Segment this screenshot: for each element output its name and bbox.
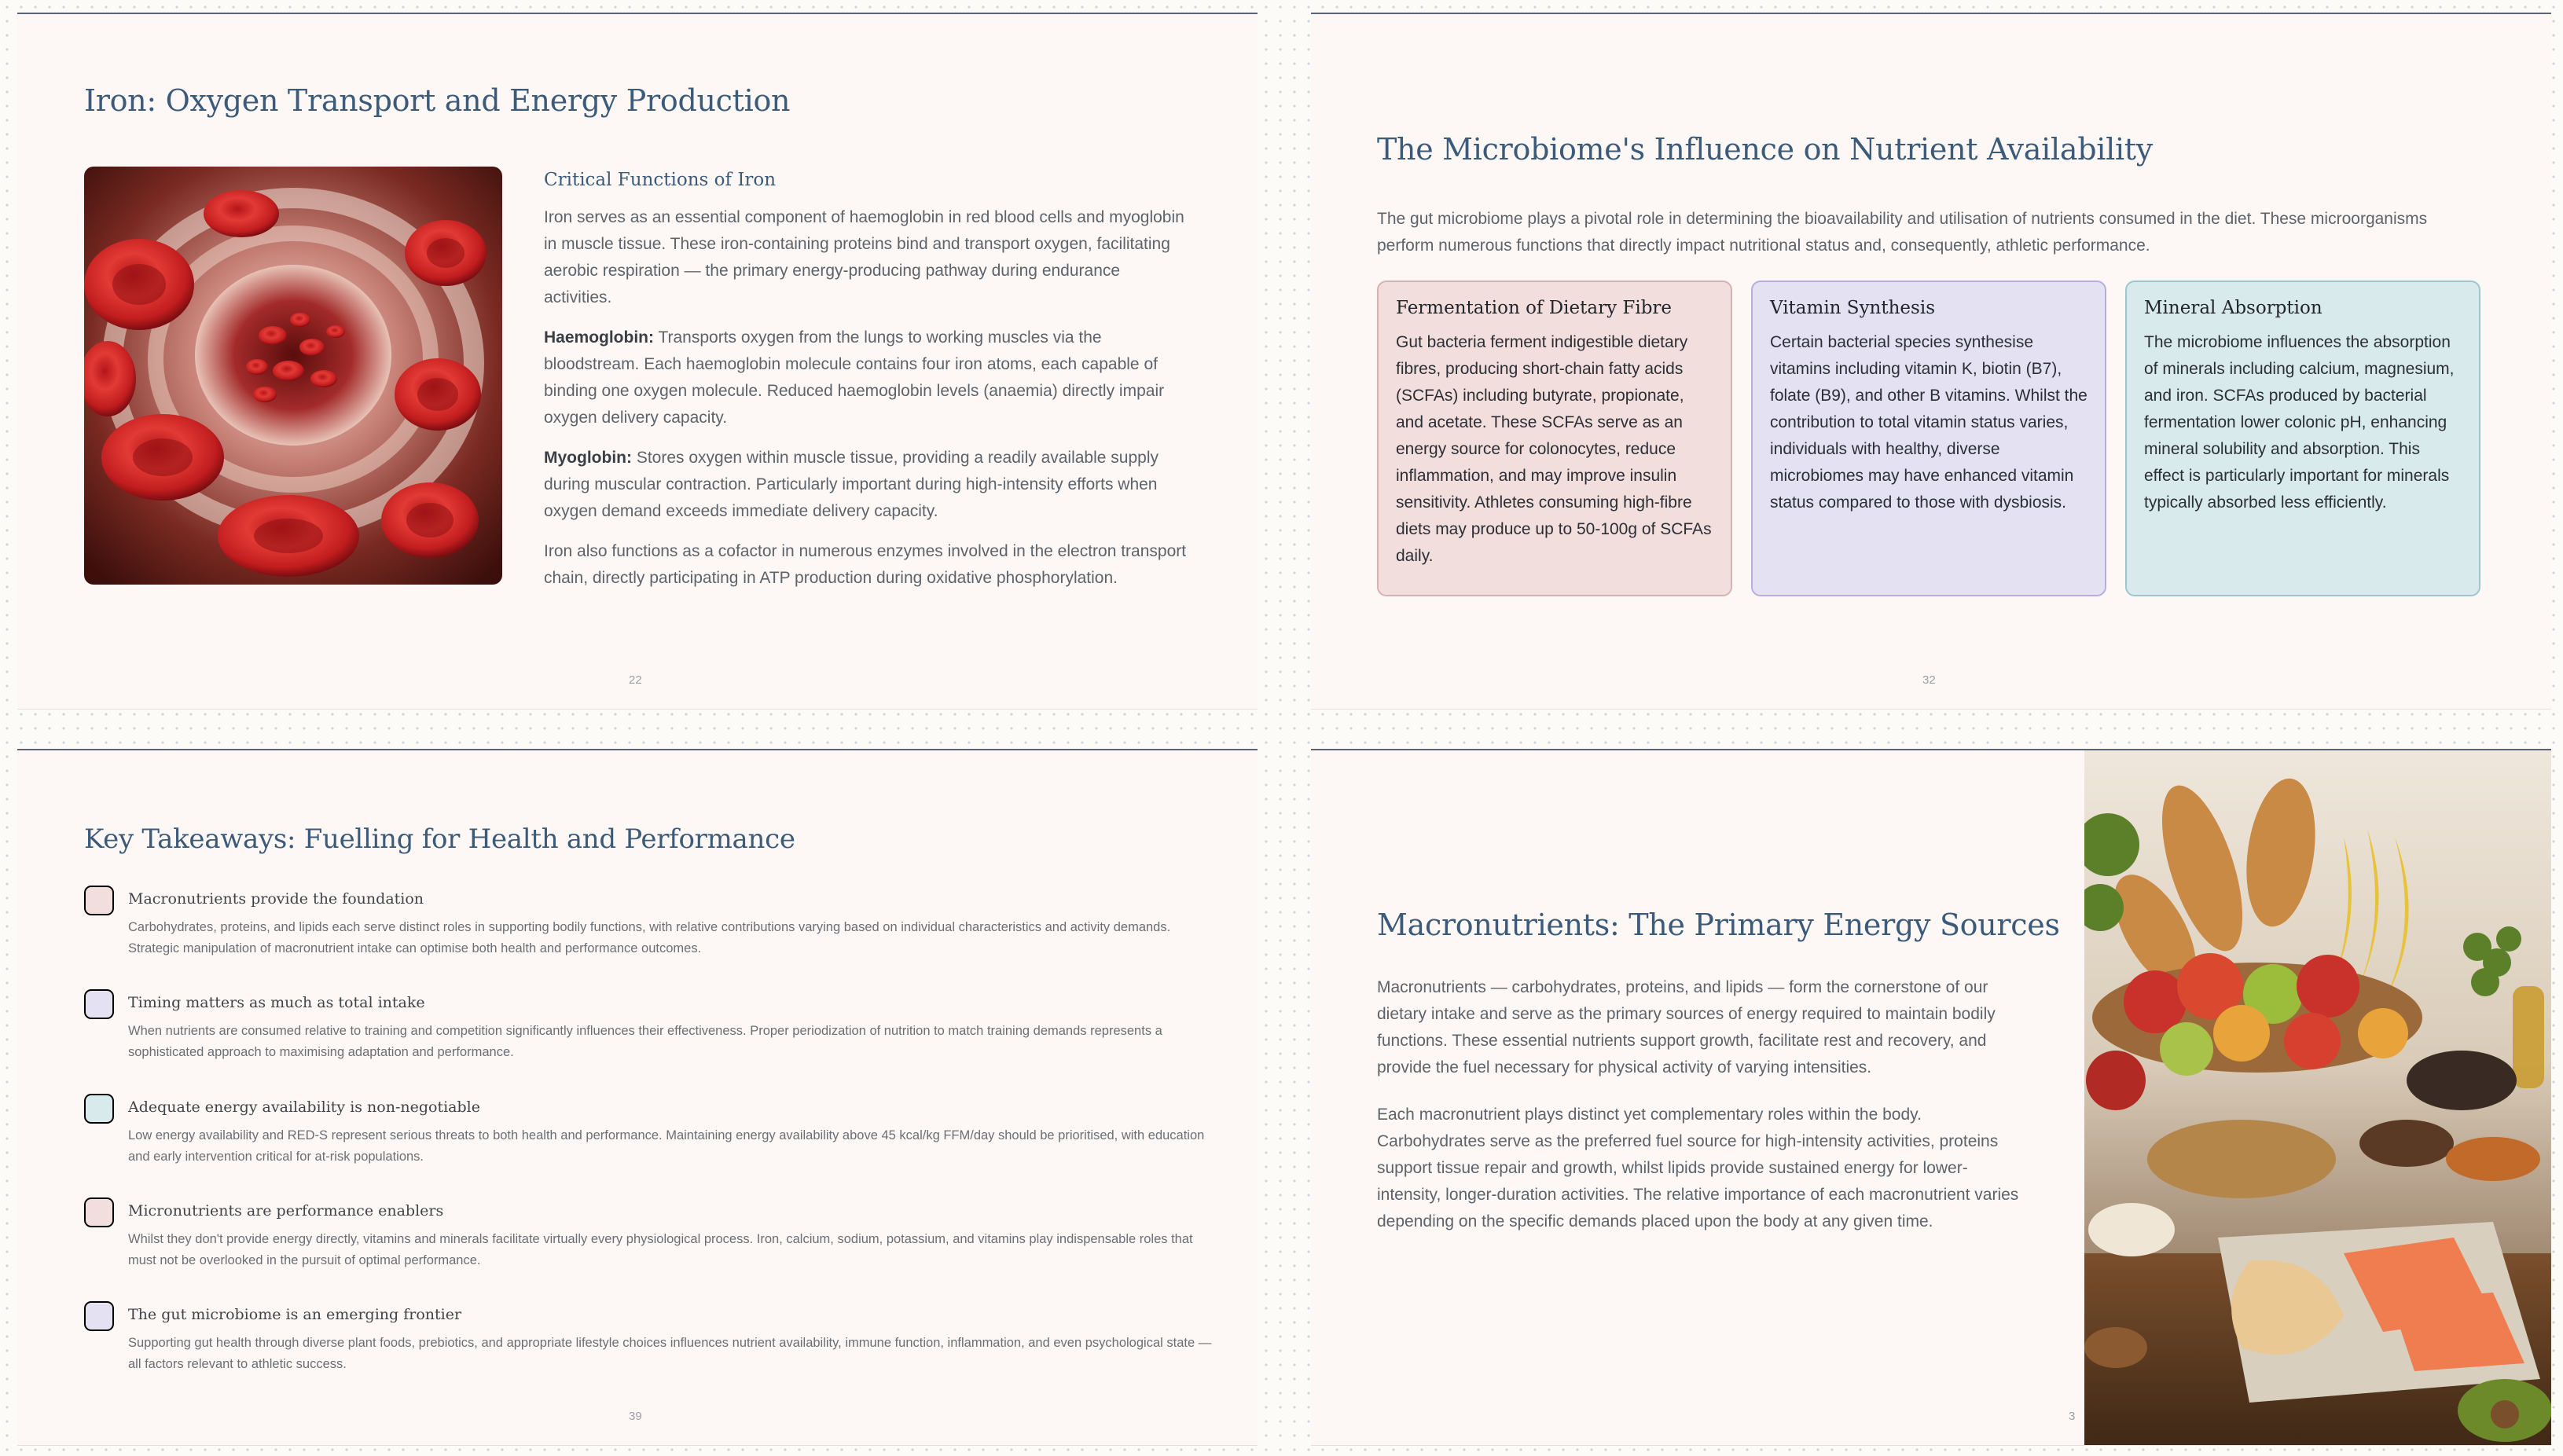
page-number: 32 (1922, 673, 1936, 687)
card-vitamin-synthesis (1751, 281, 2106, 596)
haemoglobin-text: Transports oxygen from the lungs to working muscles via the bloodstream. Each haemoglobin molecule contains four iron atoms, each capable of binding one oxygen molecule. Reduced haemoglobin levels (anaemia) directly impair oxygen delivery capacity. (544, 328, 1165, 427)
card-mineral-absorption (2125, 281, 2480, 596)
card-text: Gut bacteria ferment indigestible dietary fibres, producing short-chain fatty acids (SCFAs) including butyrate, propionate, and acetate. These SCFAs serve as an energy source for colonocytes, reduce inflammation, and may improve insulin sensitivity. Athletes consuming high-fibre diets may produce up to 50-100g of SCFAs daily. (1396, 333, 1712, 565)
card-heading: Fermentation of Dietary Fibre (1396, 298, 1673, 318)
checkbox-icon (84, 1301, 114, 1331)
takeaway-text: Supporting gut health through diverse plant foods, prebiotics, and appropriate lifestyle choices influences nutrient availability, immune function, inflammation, and even psychological state — all factors relevant to athletic success. (128, 1336, 1212, 1371)
intro-paragraph: Iron serves as an essential component of haemoglobin in red blood cells and myoglobin in muscle tissue. These iron-containing proteins bind and transport oxygen, facilitating aerobic respiration — the primary energy-producing pathway during endurance activities. (544, 208, 1184, 306)
checkbox-icon (84, 1094, 114, 1124)
slide-title: Macronutrients: The Primary Energy Sources (1377, 908, 2060, 942)
card-heading: Vitamin Synthesis (1770, 298, 1935, 318)
takeaway-text: Low energy availability and RED-S represent serious threats to both health and performance. Maintaining energy availability above 45 kcal/kg FFM/day should be prioritised, with education and early intervention critical for at-risk populations. (128, 1128, 1205, 1164)
slide-iron[interactable] (17, 13, 1258, 709)
slide-title: Iron: Oxygen Transport and Energy Production (84, 83, 791, 118)
slide-title: The Microbiome's Influence on Nutrient Availability (1377, 132, 2153, 167)
haemoglobin-paragraph (544, 325, 1188, 431)
takeaway-text: When nutrients are consumed relative to training and competition significantly influences their effectiveness. Proper periodization of nutrition to match training demands represents a sophisticated approach to maximising adaptation and performance. (128, 1024, 1162, 1059)
slide-macronutrients[interactable] (1311, 749, 2551, 1445)
subheading: Critical Functions of Iron (544, 170, 777, 190)
myoglobin-text: Stores oxygen within muscle tissue, providing a readily available supply during muscular contraction. Particularly important during high-intensity efforts when oxygen demand exceeds immediate delivery capacity. (544, 449, 1158, 520)
takeaway-heading: Timing matters as much as total intake (128, 994, 425, 1011)
myoglobin-paragraph (544, 445, 1188, 525)
card-text: Certain bacterial species synthesise vitamins including vitamin K, biotin (B7), folate (B9), and other B vitamins. Whilst the contribution to total vitamin status varies, individuals with healthy, diverse microbiomes may have enhanced vitamin status compared to those with dysbiosis. (1770, 333, 2087, 512)
closing-paragraph: Iron also functions as a cofactor in numerous enzymes involved in the electron transport chain, directly participating in ATP production during oxidative phosphorylation. (544, 542, 1187, 587)
takeaway-text: Whilst they don't provide energy directly, vitamins and minerals facilitate virtually every physiological process. Iron, calcium, sodium, potassium, and vitamins play indispensable roles that must not be overlooked in the pursuit of optimal performance. (128, 1232, 1193, 1267)
card-text: The microbiome influences the absorption of minerals including calcium, magnesium, and iron. SCFAs produced by bacterial fermentation lower colonic pH, enhancing mineral solubility and absorption. This effect is particularly important for minerals typically absorbed less efficiently. (2144, 333, 2455, 512)
haemoglobin-term: Haemoglobin: (544, 328, 654, 347)
slide-key-takeaways[interactable] (17, 749, 1258, 1445)
iron-content (544, 167, 1188, 605)
paragraph-2: Each macronutrient plays distinct yet complementary roles within the body. Carbohydrates serve as the preferred fuel source for high-intensity activities, proteins support tissue repair and growth, whilst lipids provide sustained energy for lower-intensity, longer-duration activities. The relative importance of each macronutrient varies depending on the specific demands placed upon the body at any given time. (1377, 1106, 2019, 1230)
red-blood-cells-image (84, 167, 502, 585)
checkbox-icon (84, 886, 114, 915)
checkbox-icon (84, 989, 114, 1019)
food-spread-image (2084, 750, 2551, 1445)
takeaway-heading: Micronutrients are performance enablers (128, 1202, 444, 1219)
paragraph-1: Macronutrients — carbohydrates, proteins, and lipids — form the cornerstone of our dietary intake and serve as the primary sources of energy required to maintain bodily functions. These essential nutrients support growth, facilitate rest and recovery, and provide the fuel necessary for physical activity of varying intensities. (1377, 978, 1996, 1076)
card-heading: Mineral Absorption (2144, 298, 2322, 318)
page-number: 39 (629, 1410, 642, 1423)
card-fermentation (1377, 281, 1732, 596)
takeaway-heading: Macronutrients provide the foundation (128, 890, 424, 908)
slide-microbiome[interactable] (1311, 13, 2551, 709)
page-number: 3 (2069, 1410, 2076, 1423)
myoglobin-term: Myoglobin: (544, 449, 632, 467)
takeaway-heading: Adequate energy availability is non-negotiable (128, 1098, 480, 1116)
page-number: 22 (629, 673, 642, 687)
slide-title: Key Takeaways: Fuelling for Health and Performance (84, 823, 795, 855)
intro-paragraph: The gut microbiome plays a pivotal role in determining the bioavailability and utilisation of nutrients consumed in the diet. These microorganisms perform numerous functions that directly impact nutritional status and, consequently, athletic performance. (1377, 210, 2428, 255)
checkbox-icon (84, 1197, 114, 1227)
macronutrients-content (1377, 974, 2021, 1256)
takeaway-text: Carbohydrates, proteins, and lipids each serve distinct roles in supporting bodily functions, with relative contributions varying based on individual characteristics and activity demands. Strategic manipulation of macronutrient intake can optimise both health and performance outcomes. (128, 920, 1171, 955)
takeaway-heading: The gut microbiome is an emerging frontier (128, 1306, 462, 1323)
